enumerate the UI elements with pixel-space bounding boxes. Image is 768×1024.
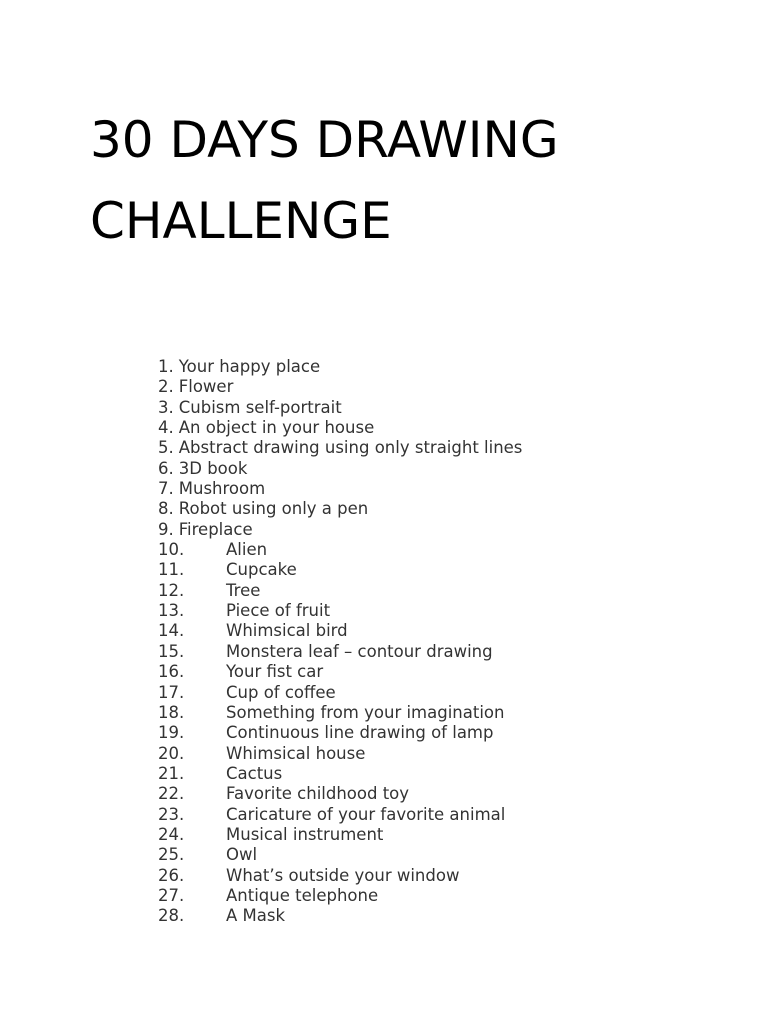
list-item-number: 10.: [158, 540, 185, 560]
list-item-text: Cactus: [226, 763, 283, 783]
list-item-number: 3.: [158, 397, 174, 417]
list-item-text: Tree: [226, 580, 261, 600]
page-title: [90, 100, 559, 262]
list-item-number: 12.: [158, 580, 185, 600]
list-item: [158, 662, 522, 682]
list-item-text: Your happy place: [178, 357, 321, 376]
list-item-text: Cup of coffee: [226, 682, 336, 702]
list-item: [158, 398, 522, 418]
list-item-number: 8.: [158, 499, 174, 519]
list-item-number: 23.: [158, 804, 185, 824]
list-item-number: 16.: [158, 662, 185, 682]
list-item-text: Flower: [178, 377, 234, 397]
list-item-number: 7.: [158, 479, 174, 499]
list-item: [158, 764, 522, 784]
list-item: [158, 601, 522, 621]
list-item: [158, 377, 522, 397]
list-item: [158, 683, 522, 703]
list-item-text: Continuous line drawing of lamp: [226, 723, 494, 743]
list-item: [158, 845, 522, 865]
list-item: [158, 805, 522, 825]
list-item-text: Owl: [226, 845, 258, 865]
list-item: [158, 438, 522, 458]
list-item-text: Alien: [226, 540, 268, 560]
list-item-number: 18.: [158, 702, 185, 722]
page-title-line-2: CHALLENGE: [90, 192, 392, 250]
list-item-text: Cubism self-portrait: [178, 397, 342, 417]
list-item-number: 21.: [158, 763, 185, 783]
list-item-number: 20.: [158, 743, 185, 763]
list-item-text: A Mask: [226, 906, 286, 926]
list-item: [158, 825, 522, 845]
list-item-text: Robot using only a pen: [178, 499, 369, 519]
list-item-text: Whimsical house: [226, 743, 366, 763]
list-item: [158, 886, 522, 906]
list-item-text: Fireplace: [178, 519, 253, 539]
list-item-number: 25.: [158, 845, 185, 865]
list-item-text: Abstract drawing using only straight lines: [178, 438, 523, 458]
list-item: [158, 459, 522, 479]
list-item-number: 1.: [158, 357, 174, 376]
list-item-number: 19.: [158, 723, 185, 743]
list-item: [158, 479, 522, 499]
list-item-number: 14.: [158, 621, 185, 641]
list-item-text: Whimsical bird: [226, 621, 348, 641]
list-item: [158, 906, 522, 926]
list-item: [158, 642, 522, 662]
list-item-number: 26.: [158, 865, 185, 885]
list-item-number: 22.: [158, 784, 185, 804]
list-item: [158, 784, 522, 804]
list-item-number: 4.: [158, 418, 174, 438]
list-item: [158, 540, 522, 560]
list-item-text: Caricature of your favorite animal: [226, 804, 506, 824]
list-item-number: 5.: [158, 438, 174, 458]
list-item: [158, 866, 522, 886]
list-item: [158, 581, 522, 601]
list-item-text: Antique telephone: [226, 885, 379, 905]
list-item-text: Your fist car: [226, 662, 324, 682]
list-item-number: 2.: [158, 377, 174, 397]
list-item-number: 24.: [158, 824, 185, 844]
list-item-number: 15.: [158, 641, 185, 661]
list-item: [158, 418, 522, 438]
list-item: [158, 357, 522, 377]
list-item-number: 13.: [158, 601, 185, 621]
list-item-number: 28.: [158, 906, 185, 926]
page-title-line-1: 30 DAYS DRAWING: [90, 111, 559, 169]
list-item: [158, 560, 522, 580]
list-item-number: 9.: [158, 519, 174, 539]
list-item-number: 27.: [158, 885, 185, 905]
challenge-list: [158, 357, 522, 927]
list-item: [158, 723, 522, 743]
list-item-text: What’s outside your window: [226, 865, 460, 885]
list-item-number: 11.: [158, 560, 185, 580]
list-item-number: 17.: [158, 682, 185, 702]
list-item: [158, 744, 522, 764]
list-item: [158, 520, 522, 540]
list-item-text: Piece of fruit: [226, 601, 331, 621]
list-item: [158, 499, 522, 519]
list-item-text: Cupcake: [226, 560, 297, 580]
list-item-text: Mushroom: [178, 479, 266, 499]
list-item-text: Monstera leaf – contour drawing: [226, 641, 493, 661]
list-item-number: 6.: [158, 458, 174, 478]
list-item-text: Favorite childhood toy: [226, 784, 410, 804]
list-item-text: An object in your house: [178, 418, 375, 438]
list-item: [158, 703, 522, 723]
list-item-text: 3D book: [178, 458, 248, 478]
list-item-text: Musical instrument: [226, 824, 384, 844]
list-item-text: Something from your imagination: [226, 702, 505, 722]
list-item: [158, 621, 522, 641]
